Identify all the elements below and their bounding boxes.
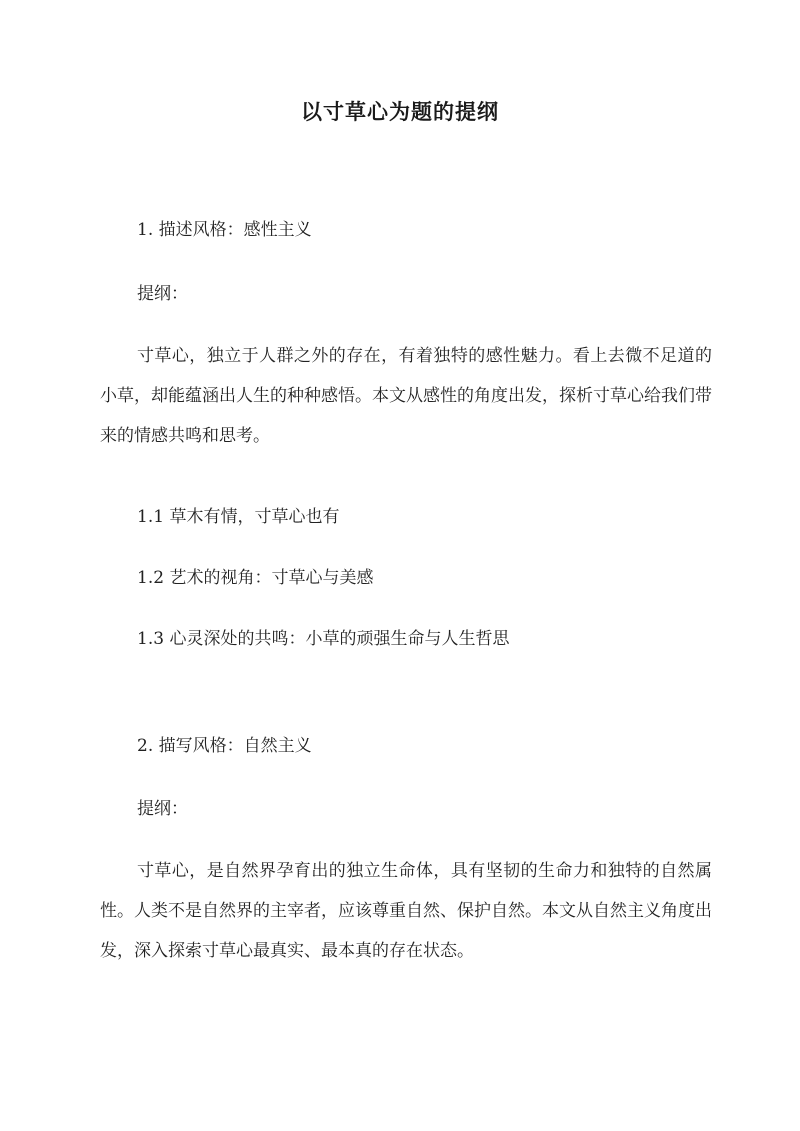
section-1-paragraph: 寸草心，独立于人群之外的存在，有着独特的感性魅力。看上去微不足道的小草，却能蕴涵出人生的种种感悟。本文从感性的角度出发，探析寸草心给我们带来的情感共鸣和思考。	[100, 346, 712, 446]
section-1-outline-label: 提纲：	[137, 284, 188, 304]
section-2-paragraph: 寸草心，是自然界孕育出的独立生命体，具有坚韧的生命力和独特的自然属性。人类不是自然界的主宰者，应该尊重自然、保护自然。本文从自然主义角度出发，深入探索寸草心最真实、最本真的存在状态。	[100, 861, 712, 961]
section-1-subitem-2: 1.2 艺术的视角：寸草心与美感	[137, 568, 374, 588]
section-1-heading: 1. 描述风格：感性主义	[137, 220, 312, 240]
section-2-outline-label: 提纲：	[137, 799, 188, 819]
section-1-subitem-1: 1.1 草木有情，寸草心也有	[137, 507, 340, 527]
document-title: 以寸草心为题的提纲	[301, 99, 499, 124]
section-1-subitem-3: 1.3 心灵深处的共鸣：小草的顽强生命与人生哲思	[137, 629, 510, 649]
section-2-heading: 2. 描写风格：自然主义	[137, 736, 312, 756]
